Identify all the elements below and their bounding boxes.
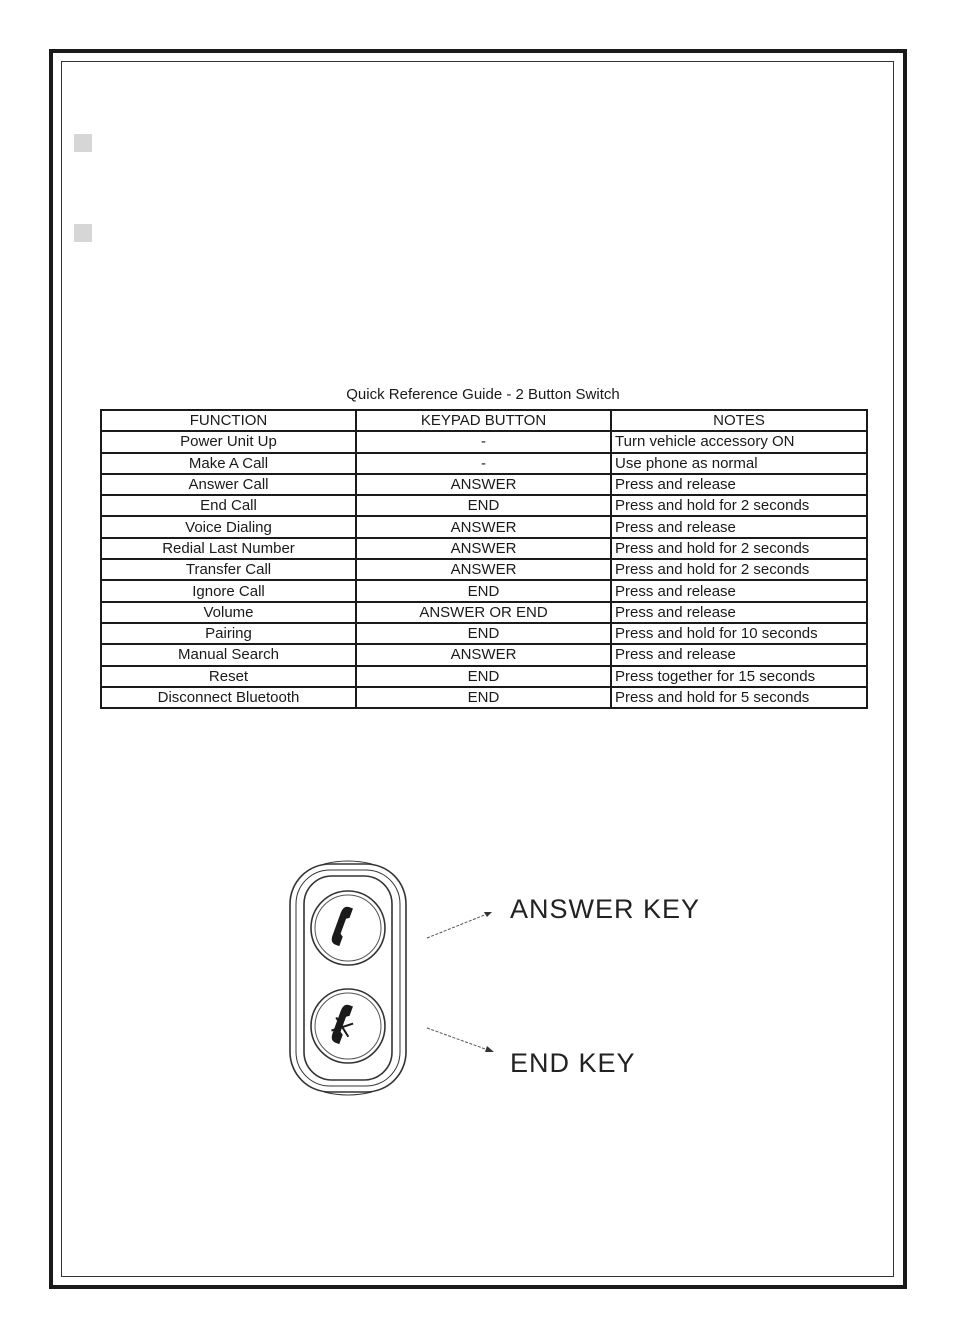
cell-function: Make A Call bbox=[101, 453, 356, 474]
table-row bbox=[101, 538, 867, 559]
header-keypad-button: KEYPAD BUTTON bbox=[356, 410, 611, 431]
end-key-label: END KEY bbox=[510, 1048, 636, 1078]
cell-notes: Press and release bbox=[611, 602, 867, 623]
cell-function: End Call bbox=[101, 495, 356, 516]
cell-function: Ignore Call bbox=[101, 580, 356, 601]
cell-keypad-button: END bbox=[356, 666, 611, 687]
table-row bbox=[101, 453, 867, 474]
bullet-square-1 bbox=[74, 134, 92, 152]
table-row bbox=[101, 602, 867, 623]
answer-arrow bbox=[427, 912, 492, 938]
cell-keypad-button: END bbox=[356, 623, 611, 644]
cell-notes: Turn vehicle accessory ON bbox=[611, 431, 867, 452]
phone-handset-icon bbox=[330, 905, 353, 946]
cell-function: Redial Last Number bbox=[101, 538, 356, 559]
table-caption: Quick Reference Guide - 2 Button Switch bbox=[346, 386, 620, 403]
table-row bbox=[101, 623, 867, 644]
table-row bbox=[101, 687, 867, 708]
cell-notes: Press and hold for 2 seconds bbox=[611, 538, 867, 559]
table-row bbox=[101, 644, 867, 665]
cell-keypad-button: ANSWER bbox=[356, 538, 611, 559]
cell-notes: Use phone as normal bbox=[611, 453, 867, 474]
cell-notes: Press and release bbox=[611, 580, 867, 601]
end-button bbox=[311, 989, 385, 1063]
cell-notes: Press and release bbox=[611, 516, 867, 537]
cell-function: Reset bbox=[101, 666, 356, 687]
cell-function: Answer Call bbox=[101, 474, 356, 495]
cell-keypad-button: ANSWER OR END bbox=[356, 602, 611, 623]
cell-function: Transfer Call bbox=[101, 559, 356, 580]
cell-function: Voice Dialing bbox=[101, 516, 356, 537]
quick-reference-table bbox=[100, 409, 868, 709]
cell-function: Pairing bbox=[101, 623, 356, 644]
cell-notes: Press and release bbox=[611, 474, 867, 495]
table-body bbox=[101, 431, 867, 708]
table-row bbox=[101, 474, 867, 495]
cell-keypad-button: ANSWER bbox=[356, 559, 611, 580]
cell-keypad-button: ANSWER bbox=[356, 474, 611, 495]
table-row bbox=[101, 495, 867, 516]
cell-keypad-button: ANSWER bbox=[356, 644, 611, 665]
table-row bbox=[101, 666, 867, 687]
table-row bbox=[101, 580, 867, 601]
cell-keypad-button: ANSWER bbox=[356, 516, 611, 537]
cell-function: Disconnect Bluetooth bbox=[101, 687, 356, 708]
end-arrow bbox=[427, 1028, 494, 1052]
cell-notes: Press and hold for 2 seconds bbox=[611, 559, 867, 580]
table-row bbox=[101, 559, 867, 580]
table-row bbox=[101, 431, 867, 452]
cell-keypad-button: - bbox=[356, 453, 611, 474]
cell-keypad-button: END bbox=[356, 580, 611, 601]
cell-notes: Press and hold for 5 seconds bbox=[611, 687, 867, 708]
table-row bbox=[101, 516, 867, 537]
cell-keypad-button: END bbox=[356, 495, 611, 516]
header-function: FUNCTION bbox=[101, 410, 356, 431]
cell-keypad-button: - bbox=[356, 431, 611, 452]
cell-function: Power Unit Up bbox=[101, 431, 356, 452]
table-header-row bbox=[101, 410, 867, 431]
cell-notes: Press and release bbox=[611, 644, 867, 665]
cell-function: Volume bbox=[101, 602, 356, 623]
cell-notes: Press and hold for 10 seconds bbox=[611, 623, 867, 644]
answer-button bbox=[311, 891, 385, 965]
cell-notes: Press together for 15 seconds bbox=[611, 666, 867, 687]
phone-hangup-icon bbox=[328, 1002, 359, 1046]
cell-keypad-button: END bbox=[356, 687, 611, 708]
switch-housing bbox=[290, 861, 406, 1095]
header-notes: NOTES bbox=[611, 410, 867, 431]
cell-notes: Press and hold for 2 seconds bbox=[611, 495, 867, 516]
bullet-square-2 bbox=[74, 224, 92, 242]
cell-function: Manual Search bbox=[101, 644, 356, 665]
button-switch-diagram bbox=[282, 856, 722, 1106]
answer-key-label: ANSWER KEY bbox=[510, 894, 701, 924]
